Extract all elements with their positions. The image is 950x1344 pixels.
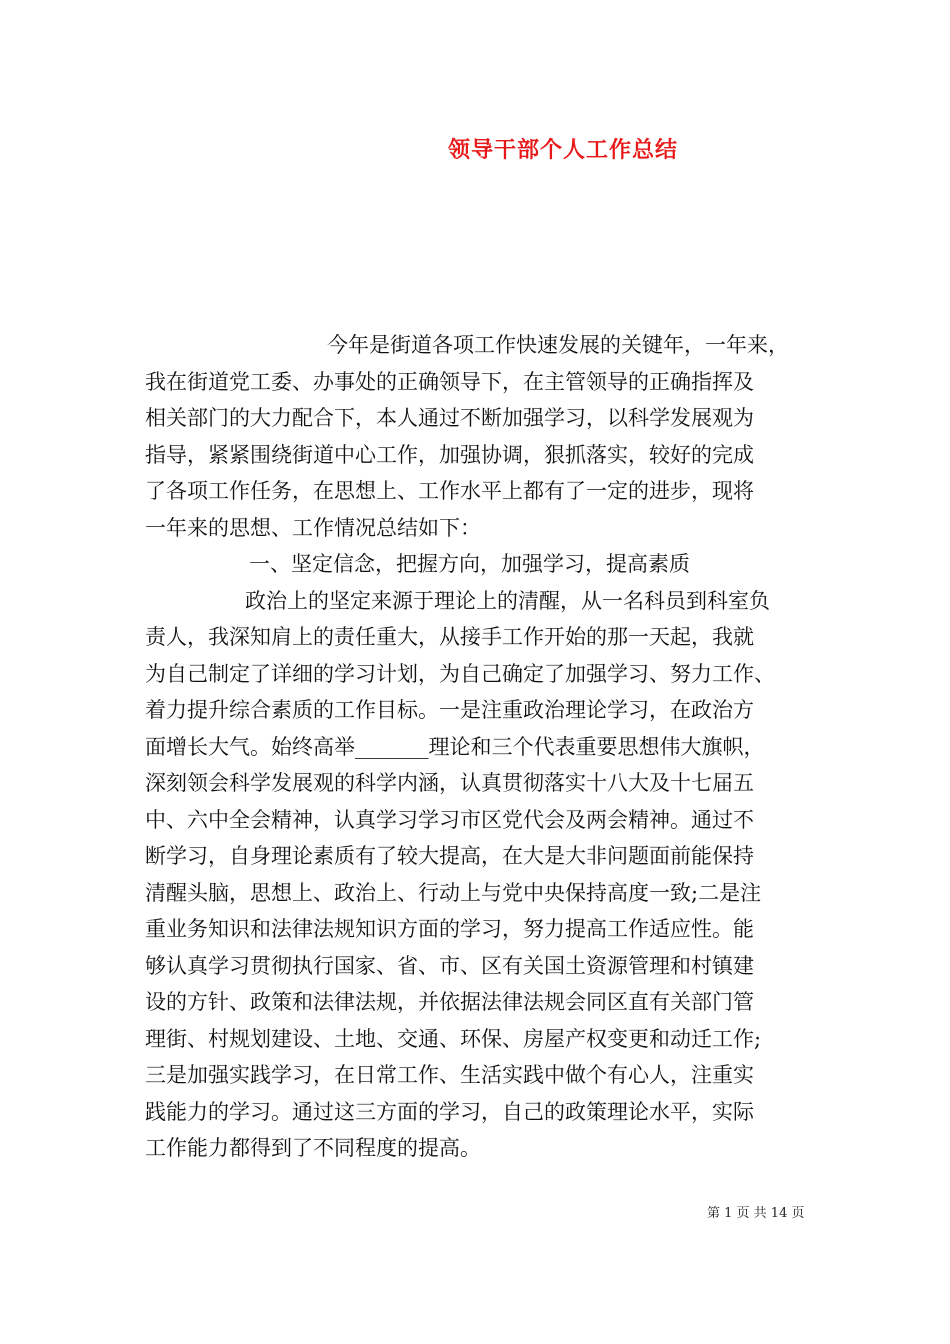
paragraph-line: 为自己制定了详细的学习计划，为自己确定了加强学习、努力工作、 [145, 661, 775, 686]
paragraph-line: 重业务知识和法律法规知识方面的学习，努力提高工作适应性。能 [145, 917, 754, 941]
paragraph-line: 责人，我深知肩上的责任重大，从接手工作开始的那一天起，我就 [145, 625, 754, 649]
section-heading: 一、坚定信念，把握方向，加强学习，提高素质 [249, 552, 690, 576]
paragraph-line: 理街、村规划建设、土地、交通、环保、房屋产权变更和动迁工作; [145, 1026, 762, 1051]
paragraph-line: 深刻领会科学发展观的科学内涵，认真贯彻落实十八大及十七届五 [145, 771, 754, 795]
paragraph-line: 断学习，自身理论素质有了较大提高，在大是大非问题面前能保持 [145, 844, 754, 868]
paragraph-line: 一年来的思想、工作情况总结如下： [145, 515, 481, 540]
paragraph-line: 够认真学习贯彻执行国家、省、市、区有关国土资源管理和村镇建 [145, 953, 754, 978]
document-title: 领导干部个人工作总结 [448, 137, 679, 163]
paragraph-line: 清醒头脑，思想上、政治上、行动上与党中央保持高度一致;二是注 [145, 880, 762, 905]
paragraph-line: 我在街道党工委、办事处的正确领导下，在主管领导的正确指挥及 [145, 369, 754, 394]
paragraph-line: 政治上的坚定来源于理论上的清醒，从一名科员到科室负 [245, 588, 770, 613]
paragraph-line: 践能力的学习。通过这三方面的学习，自己的政策理论水平，实际 [145, 1099, 754, 1124]
document-body [145, 327, 825, 1167]
paragraph-line: 着力提升综合素质的工作目标。一是注重政治理论学习，在政治方 [145, 698, 754, 722]
paragraph-line: 今年是街道各项工作快速发展的关键年，一年来， [327, 333, 789, 357]
paragraph-line: 了各项工作任务，在思想上、工作水平上都有了一定的进步，现将 [145, 479, 754, 503]
paragraph-line: 指导，紧紧围绕街道中心工作，加强协调，狠抓落实，较好的完成 [145, 442, 754, 467]
paragraph-line: 相关部门的大力配合下，本人通过不断加强学习，以科学发展观为 [145, 406, 754, 430]
paragraph-line: 面增长大气。始终高举_______理论和三个代表重要思想伟大旗帜， [145, 734, 765, 759]
paragraph-line: 工作能力都得到了不同程度的提高。 [145, 1136, 481, 1160]
paragraph-line: 中、六中全会精神，认真学习学习市区党代会及两会精神。通过不 [145, 807, 754, 832]
page-number-footer: 第 1 页 共 14 页 [707, 1206, 805, 1221]
paragraph-line: 三是加强实践学习，在日常工作、生活实践中做个有心人，注重实 [145, 1063, 754, 1087]
paragraph-line: 设的方针、政策和法律法规，并依据法律法规会同区直有关部门管 [145, 990, 754, 1014]
